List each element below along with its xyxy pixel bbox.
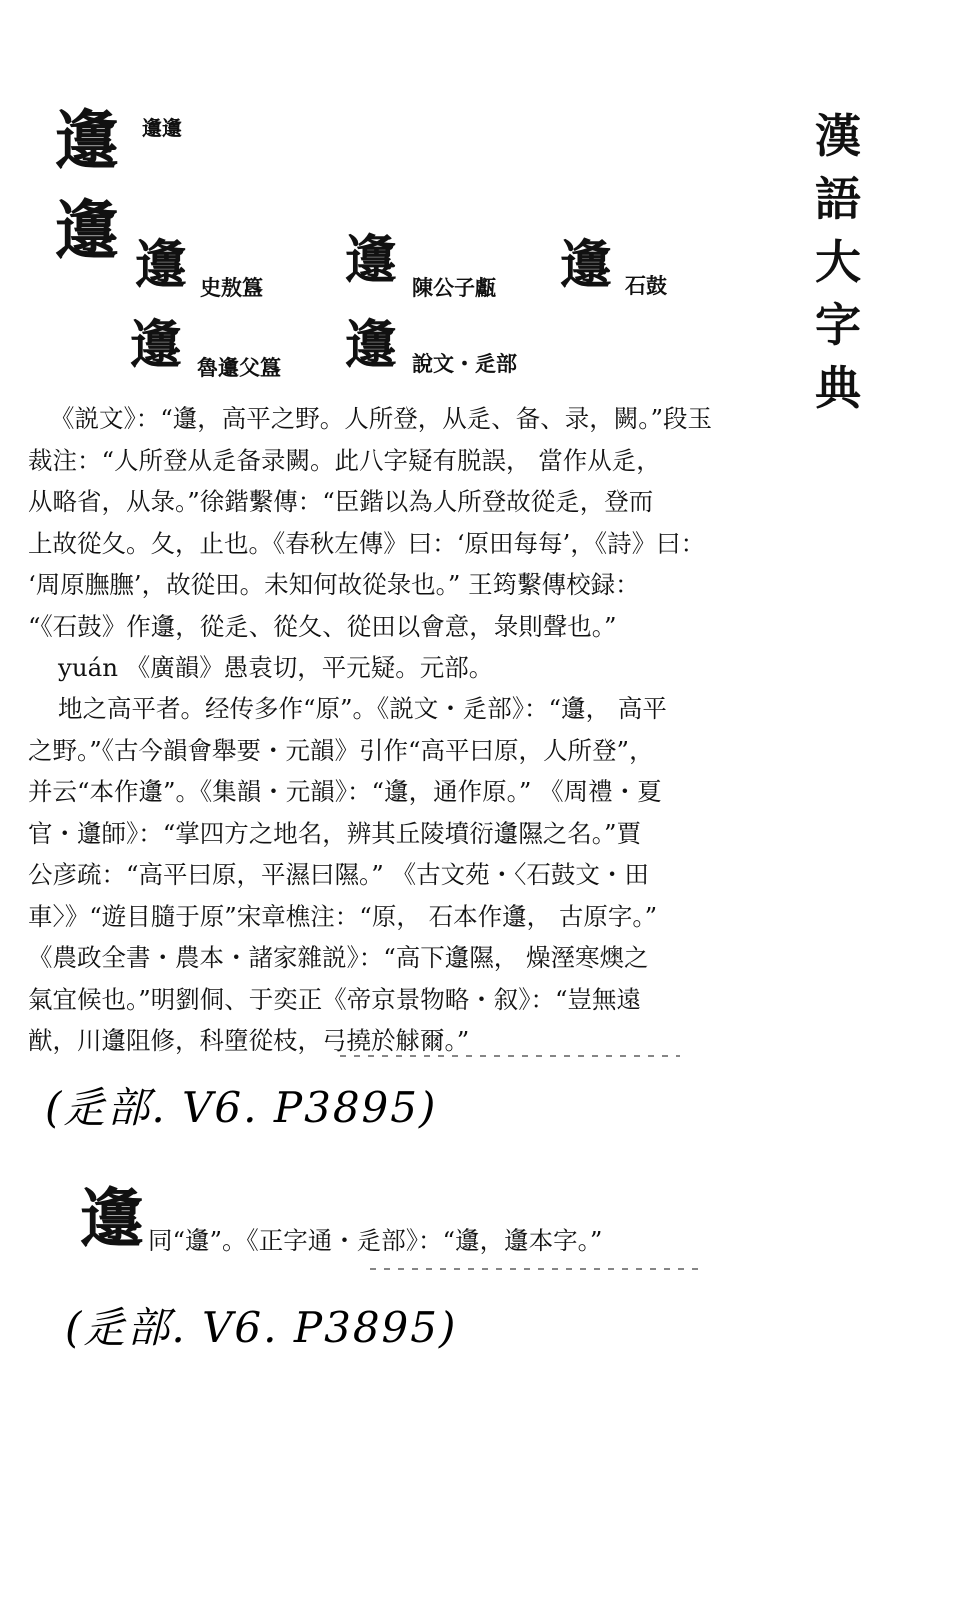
- seal-glyph: 邍: [130, 315, 183, 376]
- second-entry-text: 同“邍”。《正字通・辵部》：“邍，邍本字。”: [148, 1226, 603, 1255]
- seal-glyph: 邍: [345, 315, 398, 376]
- pronunciation-line: yuán 《廣韻》愚袁切，平元疑。元部。: [58, 653, 494, 682]
- title-char: 典: [815, 361, 861, 415]
- seal-source-label: 史敖簋: [200, 275, 263, 300]
- seal-glyph: 邍: [345, 230, 398, 291]
- text-line: 之野。”《古今韻會舉要・元韻》引作“高平曰原，人所登”，: [28, 735, 654, 765]
- seal-source-label: 陳公子甗: [412, 275, 496, 300]
- title-char: 大: [815, 235, 861, 289]
- head-character-variant: 邍: [55, 194, 119, 269]
- text-line: 車〉》“遊目膸于原”宋章樵注：“原， 石本作邍， 古原字。”: [28, 901, 658, 931]
- definition-paragraph-1: [28, 398, 776, 647]
- scan-noise-divider: [370, 1268, 700, 1270]
- text-line: 并云“本作邍”。《集韻・元韻》：“邍，通作原。” 《周禮・夏: [28, 777, 662, 806]
- text-line: 地之高平者。经传多作“原”。《説文・辵部》：“邍， 高平: [58, 694, 667, 723]
- seal-glyph: 邍: [560, 235, 613, 296]
- text-line: 裁注：“人所登从辵备录闕。此八字疑有脱誤， 當作从辵，: [28, 445, 661, 475]
- seal-source-label: 魯邍父簋: [197, 355, 281, 380]
- text-line: 官・邍師》：“掌四方之地名，辨其丘陵墳衍邍隰之名。”賈: [28, 818, 642, 848]
- title-char: 語: [815, 172, 861, 226]
- text-line: 猷，川邍阻修，科墮從枝，弓撓於觩爾。”: [28, 1026, 470, 1055]
- seal-source-label: 說文・辵部: [412, 351, 517, 376]
- definition-paragraph-2: [28, 688, 776, 1062]
- text-line: 《農政全書・農本・諸家雜説》：“高下邍隰， 燥溼寒燠之: [28, 943, 649, 972]
- text-line: 氣宜候也。”明劉侗、于奕正《帝京景物略・叙》：“豈無遠: [28, 984, 642, 1014]
- seal-glyph: 邍: [135, 235, 188, 296]
- handwritten-reference-note: (辵部. V6. P3895): [65, 1303, 458, 1352]
- head-character: 邍: [55, 104, 119, 179]
- text-line: 从略省，从彔。”徐鍇繫傳：“臣鍇以為人所登故從辵，登而: [28, 487, 654, 516]
- title-char: 漢: [815, 109, 861, 163]
- variant-forms: 邍邍: [142, 116, 182, 140]
- scan-noise-divider: [340, 1055, 680, 1057]
- seal-source-label: 石鼓: [625, 273, 667, 298]
- text-line: “《石鼓》作邍，從辵、從夂、從田以會意，彔則聲也。”: [28, 611, 617, 641]
- text-line: 上故從夂。夂，止也。《春秋左傳》曰：‘原田每每’，《詩》曰：: [28, 528, 706, 558]
- text-line: 公彦疏：“高平曰原，平濕曰隰。” 《古文苑・〈石鼓文・田: [28, 860, 649, 889]
- handwritten-reference-note: (辵部. V6. P3895): [45, 1083, 438, 1132]
- text-line: 《説文》：“邍，高平之野。人所登，从辵、备、录，闕。”段玉: [50, 404, 713, 433]
- text-line: ‘周原膴膴’，故從田。未知何故從彔也。” 王筠繫傳校録：: [28, 570, 640, 599]
- title-char: 字: [815, 298, 861, 352]
- second-head-character: 邍: [80, 1182, 144, 1257]
- dictionary-title: [808, 105, 868, 420]
